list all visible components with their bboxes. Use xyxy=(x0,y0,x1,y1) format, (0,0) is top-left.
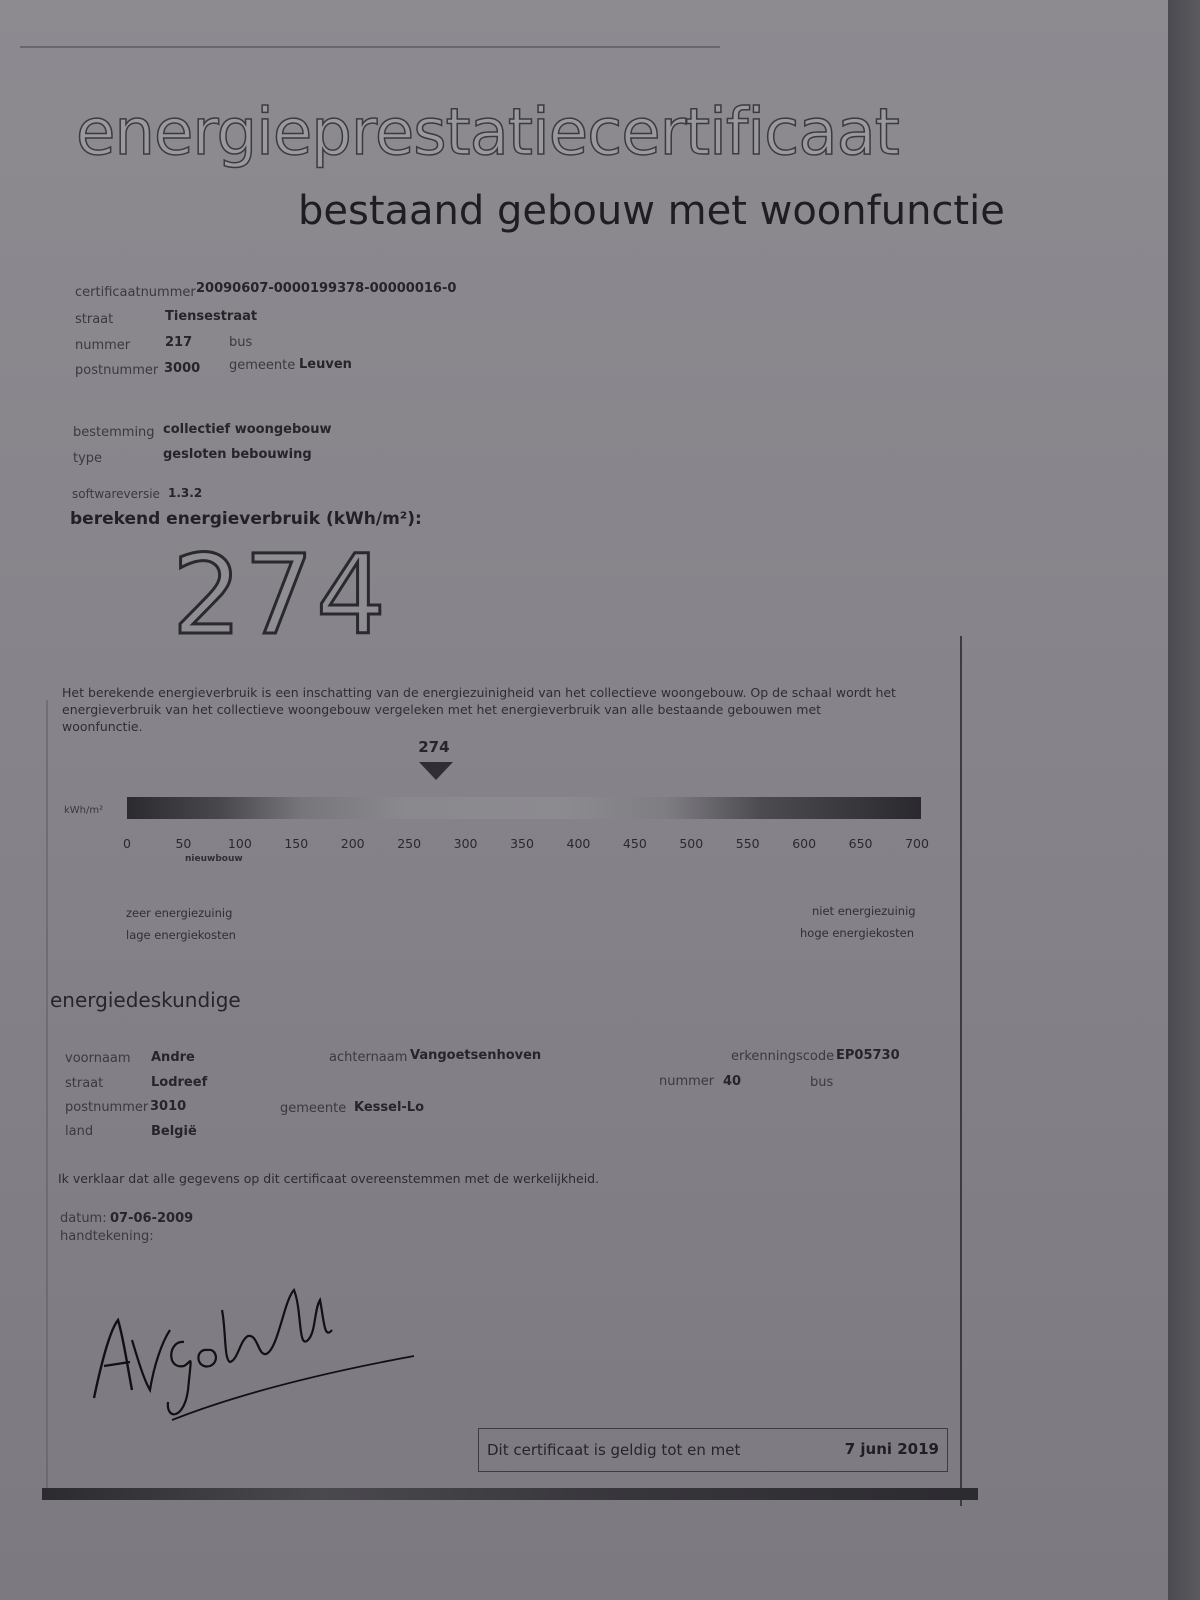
expert-street: Lodreef xyxy=(151,1075,208,1090)
expert-country-label: land xyxy=(65,1124,94,1139)
bus-label: bus xyxy=(229,335,253,350)
scale-tick-label: 550 xyxy=(735,836,760,851)
expert-street-label: straat xyxy=(65,1076,104,1091)
purpose-label: bestemming xyxy=(73,425,155,440)
scale-tick-label: 150 xyxy=(284,836,309,851)
expert-number: 40 xyxy=(723,1074,742,1089)
scale-tick-label: 600 xyxy=(792,836,817,851)
document-subtitle: bestaand gebouw met woonfunctie xyxy=(298,188,1005,234)
type-label: type xyxy=(73,451,103,466)
scale-marker-icon xyxy=(419,762,453,780)
scale-tick-label: 50 xyxy=(175,836,192,851)
street-value: Tiensestraat xyxy=(165,309,258,324)
bottom-scan-strip xyxy=(42,1488,978,1500)
scale-tick-label: 700 xyxy=(905,836,929,851)
right-label-1: niet energiezuinig xyxy=(812,904,916,918)
expert-country: België xyxy=(151,1124,197,1139)
scale-tick-label: 300 xyxy=(453,836,478,851)
right-label-2: hoge energiekosten xyxy=(800,926,915,940)
validity-text: Dit certificaat is geldig tot en met xyxy=(487,1441,741,1459)
expert-postcode: 3010 xyxy=(150,1099,187,1114)
expert-municipality: Kessel-Lo xyxy=(354,1100,425,1115)
expert-postcode-label: postnummer xyxy=(65,1100,149,1115)
certificate-number-label: certificaatnummer xyxy=(75,285,196,300)
software-label: softwareversie xyxy=(72,487,160,501)
software-version: 1.3.2 xyxy=(168,486,203,500)
page-edge xyxy=(1168,0,1200,1600)
date-value: 07-06-2009 xyxy=(110,1211,194,1226)
energy-scale-bar xyxy=(127,797,921,819)
number-value: 217 xyxy=(165,335,193,350)
expert-bus-label: bus xyxy=(810,1075,834,1090)
energy-explanation: Het berekende energieverbruik is een inschatting van de energiezuinigheid van het collectieve woongebouw. Op de schaal wordt het energieverbruik van het collectieve woongebouw vergeleken met het energieverbruik van alle bestaande gebouwen met woonfunctie. xyxy=(62,685,896,734)
scan-line xyxy=(20,46,720,48)
energy-value: 274 xyxy=(172,531,388,659)
document-title: energieprestatiecertificaat xyxy=(76,96,899,170)
scale-tick-label: 650 xyxy=(848,836,873,851)
scale-tick-label: 500 xyxy=(679,836,704,851)
frame-right-border xyxy=(960,636,962,1506)
scale-tick-label: 450 xyxy=(622,836,647,851)
expert-code-label: erkenningscode xyxy=(731,1049,835,1064)
validity-date: 7 juni 2019 xyxy=(844,1440,939,1458)
number-label: nummer xyxy=(75,338,131,353)
date-label: datum: xyxy=(60,1211,107,1226)
scale-unit: kWh/m² xyxy=(64,805,104,816)
scale-tick-label: 200 xyxy=(340,836,365,851)
postcode-value: 3000 xyxy=(164,361,201,376)
left-label-1: zeer energiezuinig xyxy=(126,906,233,920)
scale-tick-label: 0 xyxy=(123,836,131,851)
expert-municipality-label: gemeente xyxy=(280,1101,347,1116)
certificate-number: 20090607-0000199378-00000016-0 xyxy=(196,281,457,296)
expert-lastname: Vangoetsenhoven xyxy=(410,1048,542,1063)
left-label-2: lage energiekosten xyxy=(126,928,236,942)
type-value: gesloten bebouwing xyxy=(163,447,312,462)
expert-lastname-label: achternaam xyxy=(329,1050,408,1065)
expert-number-label: nummer xyxy=(659,1074,715,1089)
scale-marker-label: 274 xyxy=(418,738,450,756)
scale-tick-label: 100 xyxy=(227,836,252,851)
validity-box xyxy=(478,1428,948,1472)
scale-tick-note: nieuwbouw xyxy=(185,854,243,864)
scale-tick-label: 250 xyxy=(397,836,422,851)
frame-left-border xyxy=(46,700,48,1500)
signature xyxy=(88,1270,418,1430)
street-label: straat xyxy=(75,312,114,327)
purpose-value: collectief woongebouw xyxy=(163,422,332,437)
municipality-value: Leuven xyxy=(299,357,352,372)
scale-tick-label: 400 xyxy=(566,836,591,851)
scale-tick-label: 350 xyxy=(510,836,534,851)
energy-heading: berekend energieverbruik (kWh/m²): xyxy=(70,509,422,529)
expert-firstname-label: voornaam xyxy=(65,1051,131,1066)
expert-section-title: energiedeskundige xyxy=(50,988,241,1012)
postcode-label: postnummer xyxy=(75,363,159,378)
municipality-label: gemeente xyxy=(229,358,296,373)
expert-code: EP05730 xyxy=(836,1048,900,1063)
declaration-text: Ik verklaar dat alle gegevens op dit certificaat overeenstemmen met de werkelijkheid. xyxy=(58,1171,600,1186)
signature-label: handtekening: xyxy=(60,1229,154,1244)
expert-firstname: Andre xyxy=(151,1050,195,1065)
